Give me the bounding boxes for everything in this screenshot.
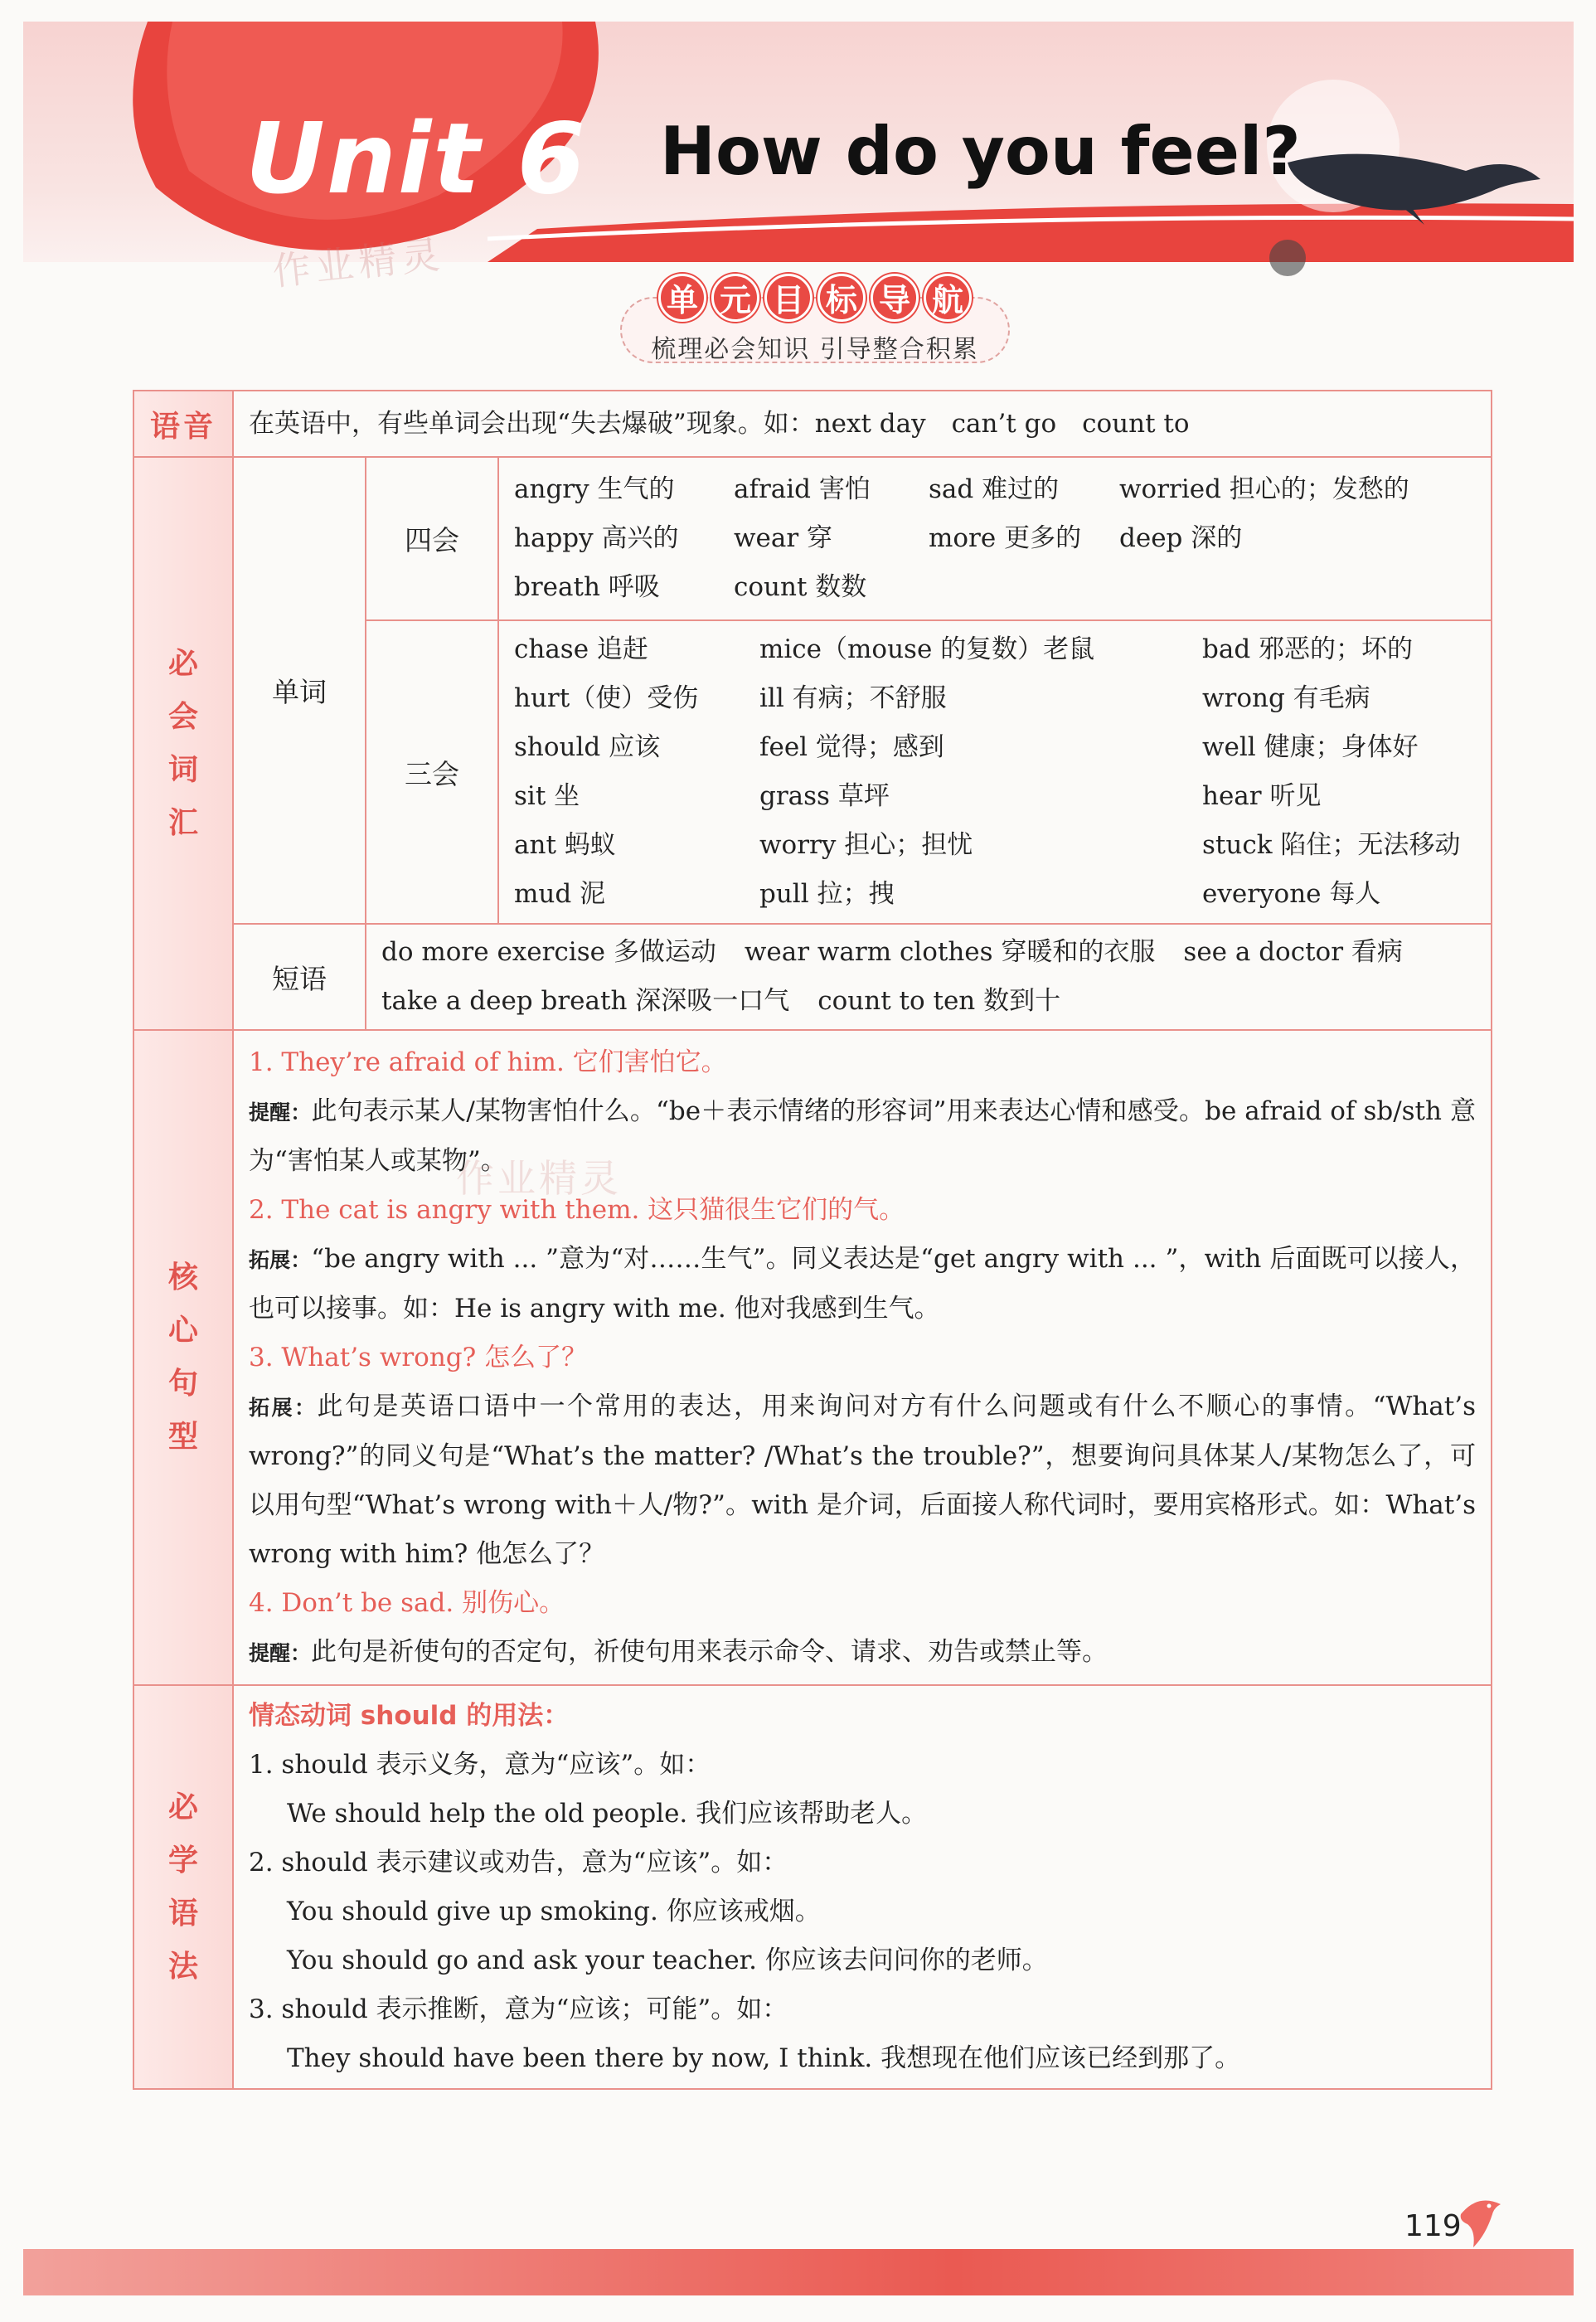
word-item: sit 坐 bbox=[514, 781, 580, 811]
grammar-point: 3. should 表示推断，意为“应该；可能”。如： bbox=[249, 1994, 788, 2024]
word-item: hurt（使）受伤 bbox=[514, 683, 699, 713]
grammar-example: They should have been there by now, I think. 我想现在他们应该已经到那了。 bbox=[287, 2043, 1241, 2073]
word-item: everyone 每人 bbox=[1202, 879, 1381, 909]
phrase-item: see a doctor 看病 bbox=[1183, 937, 1403, 967]
category-core-sentences: 核 心 句 型 bbox=[133, 1030, 233, 1685]
word-item: angry 生气的 bbox=[514, 474, 675, 504]
page-header bbox=[23, 22, 1574, 294]
word-item: feel 觉得；感到 bbox=[759, 732, 944, 762]
sentence-example: 2. The cat is angry with them. 这只猫很生它们的气。 bbox=[249, 1194, 905, 1225]
phrase-item: wear warm clothes 穿暖和的衣服 bbox=[744, 937, 1156, 967]
lesson-title: How do you feel? bbox=[660, 113, 1301, 190]
word-item: count 数数 bbox=[734, 572, 867, 602]
unit-navigation-badge bbox=[620, 274, 1010, 367]
pronunciation-row bbox=[133, 391, 1492, 457]
word-item: grass 草坪 bbox=[759, 781, 890, 811]
four-skills-label: 四会 bbox=[366, 457, 498, 620]
word-item: worry 担心；担忧 bbox=[759, 830, 973, 860]
four-skills-words bbox=[498, 457, 1492, 620]
watermark-stamp: 作业精灵 bbox=[456, 1156, 622, 1201]
word-item: ill 有病；不舒服 bbox=[759, 683, 947, 713]
category-pronunciation: 语音 bbox=[133, 391, 233, 457]
category-vocabulary: 必 会 词 汇 bbox=[133, 457, 233, 1030]
word-item: bad 邪恶的；坏的 bbox=[1202, 634, 1414, 664]
grammar-row bbox=[133, 1685, 1492, 2089]
badge-chip: 导 bbox=[871, 274, 919, 322]
note-tag: 拓展： bbox=[249, 1247, 312, 1272]
badge-chip: 单 bbox=[658, 274, 706, 322]
phrase-item: take a deep breath 深深吸一口气 bbox=[381, 986, 790, 1016]
badge-chip: 目 bbox=[764, 274, 813, 322]
word-item: worried 担心的；发愁的 bbox=[1119, 474, 1409, 504]
sentence-example: 4. Don’t be sad. 别伤心。 bbox=[249, 1587, 565, 1618]
knowledge-table bbox=[133, 390, 1492, 2090]
grammar-point: 2. should 表示建议或劝告，意为“应该”。如： bbox=[249, 1847, 788, 1878]
word-item: afraid 害怕 bbox=[734, 474, 871, 504]
sentence-example: 1. They’re afraid of him. 它们害怕它。 bbox=[249, 1047, 727, 1077]
word-item: should 应该 bbox=[514, 732, 661, 762]
sentence-note: 提醒：此句表示某人/某物害怕什么。“be＋表示情绪的形容词”用来表达心情和感受。be afraid of sb/sth 意为“害怕某人或某物”。 bbox=[249, 1095, 1476, 1176]
word-item: more 更多的 bbox=[929, 523, 1082, 553]
three-skills-words bbox=[498, 620, 1492, 924]
page-number: 119 bbox=[1404, 2209, 1462, 2243]
word-item: ant 蚂蚁 bbox=[514, 830, 616, 860]
word-item: deep 深的 bbox=[1119, 523, 1243, 553]
word-item: well 健康；身体好 bbox=[1202, 732, 1419, 762]
badge-chips bbox=[658, 274, 972, 322]
words-label: 单词 bbox=[233, 457, 366, 924]
word-item: breath 呼吸 bbox=[514, 572, 660, 602]
badge-subtitle: 梳理必会知识 引导整合积累 bbox=[651, 335, 979, 364]
phrases-list bbox=[366, 924, 1492, 1030]
word-item: mud 泥 bbox=[514, 879, 606, 909]
word-item: wrong 有毛病 bbox=[1202, 683, 1370, 713]
word-item: chase 追赶 bbox=[514, 634, 648, 664]
note-tag: 提醒： bbox=[249, 1100, 312, 1125]
phrases-label: 短语 bbox=[233, 924, 366, 1030]
word-item: wear 穿 bbox=[734, 523, 833, 553]
badge-chip: 航 bbox=[924, 274, 972, 322]
word-item: mice（mouse 的复数）老鼠 bbox=[759, 634, 1095, 664]
sentence-note: 提醒：此句是祈使句的否定句，祈使句用来表示命令、请求、劝告或禁止等。 bbox=[249, 1636, 1108, 1667]
dolphin-icon bbox=[1453, 2189, 1511, 2256]
word-item: stuck 陷住；无法移动 bbox=[1202, 830, 1461, 860]
sentences-row bbox=[133, 1030, 1492, 1685]
pronunciation-text: 在英语中，有些单词会出现“失去爆破”现象。如：next day can’t go count to bbox=[233, 391, 1492, 457]
note-tag: 拓展： bbox=[249, 1395, 318, 1420]
sentence-example: 3. What’s wrong? 怎么了？ bbox=[249, 1342, 588, 1372]
three-skills-label: 三会 bbox=[366, 620, 498, 924]
grammar-content bbox=[233, 1685, 1492, 2089]
badge-chip: 元 bbox=[711, 274, 759, 322]
word-item: sad 难过的 bbox=[929, 474, 1060, 504]
phrase-item: do more exercise 多做运动 bbox=[381, 937, 716, 967]
grammar-example: You should go and ask your teacher. 你应该去问问你的老师。 bbox=[287, 1945, 1048, 1975]
unit-title: Unit 6 bbox=[245, 101, 587, 216]
badge-chip: 标 bbox=[817, 274, 866, 322]
watermark-stamp: 作业精灵 bbox=[270, 231, 447, 294]
sentence-note: 拓展：此句是英语口语中一个常用的表达，用来询问对方有什么问题或有什么不顺心的事情。“What’s wrong?”的同义句是“What’s the matter? /What’s the trouble?”，想要询问具体某人/某物怎么了，可以用句型“What’s wrong with＋人/物?”。with 是介词，后面接人称代词时，要用宾格形式。如：What’s wrong with him? 他怎么了？ bbox=[249, 1391, 1476, 1569]
vocab-four-row bbox=[133, 457, 1492, 620]
word-item: hear 听见 bbox=[1202, 781, 1322, 811]
sentences-content bbox=[233, 1030, 1492, 1685]
note-tag: 提醒： bbox=[249, 1640, 312, 1665]
sentence-note: 拓展：“be angry with ... ”意为“对……生气”。同义表达是“get angry with ... ”，with 后面既可以接人，也可以接事。如：He is angry with me. 他对我感到生气。 bbox=[249, 1243, 1476, 1324]
grammar-title: 情态动词 should 的用法： bbox=[249, 1700, 570, 1731]
phrases-row bbox=[133, 924, 1492, 1030]
footer-band bbox=[23, 2249, 1574, 2295]
grammar-example: We should help the old people. 我们应该帮助老人。 bbox=[287, 1798, 928, 1829]
grammar-example: You should give up smoking. 你应该戒烟。 bbox=[287, 1896, 821, 1926]
word-item: happy 高兴的 bbox=[514, 523, 679, 553]
category-grammar: 必 学 语 法 bbox=[133, 1685, 233, 2089]
grammar-point: 1. should 表示义务，意为“应该”。如： bbox=[249, 1749, 711, 1780]
word-item: pull 拉；拽 bbox=[759, 879, 895, 909]
phrase-item: count to ten 数到十 bbox=[817, 986, 1061, 1016]
